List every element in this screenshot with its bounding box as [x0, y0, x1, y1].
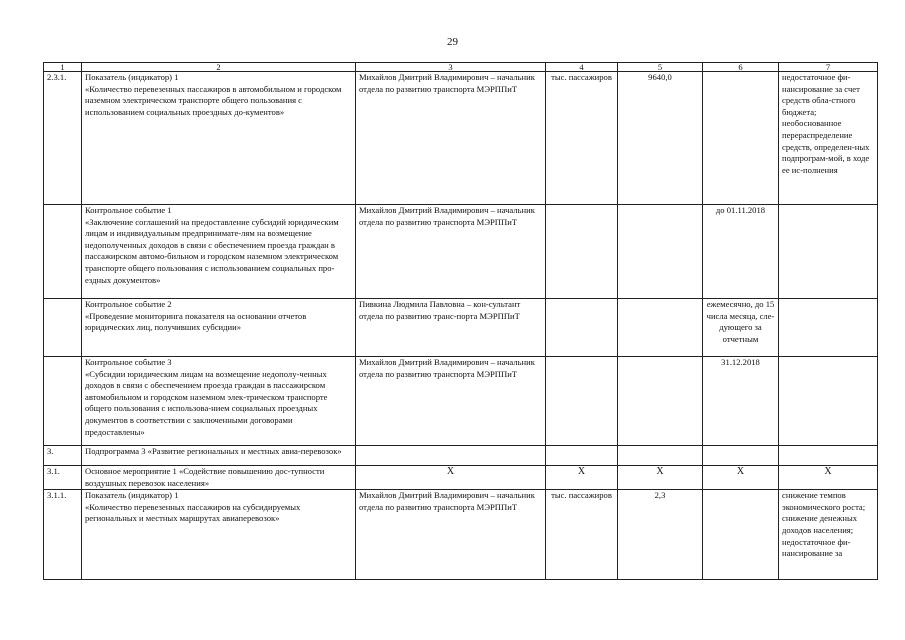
row-unit: тыс. пассажиров	[546, 490, 618, 580]
row-number: 3.1.1.	[44, 490, 82, 580]
row-responsible: Пивкина Людмила Павловна – кон-сультант отдела по развитию транс-порта МЭРППиТ	[356, 299, 546, 357]
table-row	[44, 446, 878, 466]
row-title: Показатель (индикатор) 1	[85, 72, 179, 82]
row-unit	[546, 299, 618, 357]
row-text: «Количество перевезенных пассажиров в автомобильном и городском наземном электрическом транспорте общего пользования с использованием социальных проездных до-кументов»	[85, 83, 342, 117]
row-title: Контрольное событие 3	[85, 357, 172, 367]
plan-table	[43, 62, 878, 580]
row-value	[618, 205, 703, 299]
row-text: «Проведение мониторинга показателя на основании отчетов юридических лиц, получивших субсидии»	[85, 310, 307, 333]
row-risk	[779, 446, 878, 466]
table-row	[44, 299, 878, 357]
row-value: Х	[618, 466, 703, 490]
row-title: Показатель (индикатор) 1	[85, 490, 179, 501]
row-responsible: Михайлов Дмитрий Владимирович – начальник отдела по развитию транспорта МЭРППиТ	[356, 72, 546, 205]
table-row	[44, 357, 878, 446]
row-unit: Х	[546, 466, 618, 490]
row-date: 31.12.2018	[703, 357, 779, 446]
row-risk: снижение темпов экономического роста; снижение денежных доходов населения; недостаточное фи-нансирование за	[779, 490, 878, 580]
row-unit	[546, 205, 618, 299]
row-date: до 01.11.2018	[703, 205, 779, 299]
row-unit: тыс. пассажиров	[546, 72, 618, 205]
row-unit	[546, 446, 618, 466]
row-risk	[779, 205, 878, 299]
column-header: 3	[356, 63, 546, 72]
row-date	[703, 72, 779, 205]
row-title: Контрольное событие 1	[85, 205, 172, 215]
table-row	[44, 490, 878, 580]
row-number	[44, 205, 82, 299]
row-date	[703, 490, 779, 580]
row-value	[618, 299, 703, 357]
table-row	[44, 72, 878, 205]
row-text: «Количество перевезенных пассажиров на субсидируемых региональных и местных маршрутах авиаперевозок»	[85, 501, 301, 524]
table-row	[44, 205, 878, 299]
row-description	[82, 446, 356, 466]
row-risk	[779, 299, 878, 357]
row-text: «Субсидии юридическим лицам на возмещение недополу-ченных доходов в связи с обеспечением проезда граждан в пассажирском автомобильном и городском наземном элек-трическом транспорте общего пользования с использова-нием социальных проездных документов в соответствии с заключенными договорами предоставлены»	[85, 368, 328, 437]
row-risk	[779, 357, 878, 446]
row-responsible: Х	[356, 466, 546, 490]
row-description	[82, 205, 356, 299]
column-header: 4	[546, 63, 618, 72]
row-description	[82, 466, 356, 490]
row-date: ежемесячно, до 15 числа месяца, сле-дующего за отчетным	[703, 299, 779, 357]
column-header: 7	[779, 63, 878, 72]
row-value	[618, 357, 703, 446]
column-header: 5	[618, 63, 703, 72]
table-row	[44, 466, 878, 490]
row-number	[44, 299, 82, 357]
row-title: Контрольное событие 2	[85, 299, 172, 309]
row-description	[82, 490, 356, 580]
row-risk: Х	[779, 466, 878, 490]
row-value	[618, 446, 703, 466]
row-risk: недостаточное фи-нансирование за счет средств обла-стного бюджета; необоснованное перераспределение средств, определен-ных подпрограм-мой, в ходе ее ис-полнения	[779, 72, 878, 205]
row-number	[44, 357, 82, 446]
column-header: 1	[44, 63, 82, 72]
row-number: 3.1.	[44, 466, 82, 490]
row-description	[82, 72, 356, 205]
row-value: 9640,0	[618, 72, 703, 205]
row-responsible: Михайлов Дмитрий Владимирович – начальник отдела по развитию транспорта МЭРППиТ	[356, 205, 546, 299]
row-unit	[546, 357, 618, 446]
column-header: 2	[82, 63, 356, 72]
row-date: Х	[703, 466, 779, 490]
row-text: Подпрограмма 3 «Развитие региональных и местных авиа-перевозок»	[85, 446, 342, 456]
row-responsible: Михайлов Дмитрий Владимирович – начальник отдела по развитию транспорта МЭРППиТ	[356, 490, 546, 580]
row-text: Основное мероприятие 1 «Содействие повышению дос-тупности воздушных перевозок населения»	[85, 466, 325, 488]
row-text: «Заключение соглашений на предоставление субсидий юридическим лицам и индивидуальным предпринимате-лям на возмещение недополученных доходов в связи с обеспечением проезда граждан в пассажирском автомо-бильном и городском наземном электрическом транспорте общего пользования с использованием социальных про-ездных документов»	[85, 216, 339, 285]
row-description	[82, 357, 356, 446]
column-header: 6	[703, 63, 779, 72]
column-number-row	[44, 63, 878, 72]
row-number: 3.	[44, 446, 82, 466]
row-number: 2.3.1.	[44, 72, 82, 205]
row-date	[703, 446, 779, 466]
row-value: 2,3	[618, 490, 703, 580]
page-number: 29	[447, 36, 458, 48]
row-description	[82, 299, 356, 357]
row-responsible: Михайлов Дмитрий Владимирович – начальник отдела по развитию транспорта МЭРППиТ	[356, 357, 546, 446]
row-responsible	[356, 446, 546, 466]
